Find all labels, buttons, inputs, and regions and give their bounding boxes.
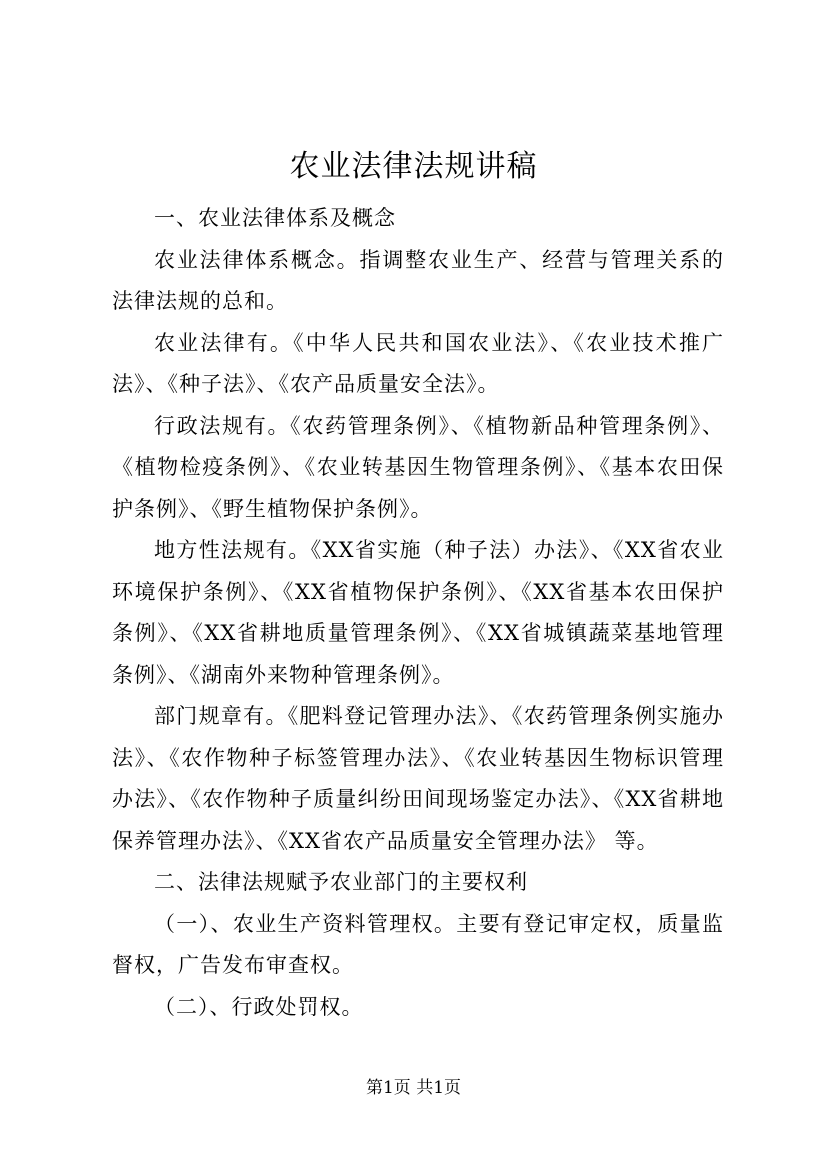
section-heading-2: 二、法律法规赋予农业部门的主要权利 — [154, 870, 528, 894]
page-footer: 第1页 共1页 — [365, 1078, 462, 1098]
paragraph-production-materials-right: （一）、农业生产资料管理权。主要有登记审定权，质量监督权，广告发布审查权。 — [112, 911, 724, 977]
document-title: 农业法律法规讲稿 — [289, 149, 538, 184]
document-body — [112, 198, 724, 1028]
paragraph-legal-system-concept: 农业法律体系概念。指调整农业生产、经营与管理关系的法律法规的总和。 — [112, 247, 724, 313]
paragraph-department-rules: 部门规章有。《肥料登记管理办法》、《农药管理条例实施办法》、《农作物种子标签管理办法》、《农业转基因生物标识管理办法》、《农作物种子质量纠纷田间现场鉴定办法》、《XX省耕地保养管理办法》、《XX省农产品质量安全管理办法》 等。 — [112, 704, 724, 853]
paragraph-administrative-regulations: 行政法规有。《农药管理条例》、《植物新品种管理条例》、《植物检疫条例》、《农业转基因生物管理条例》、《基本农田保护条例》、《野生植物保护条例》。 — [112, 413, 724, 521]
paragraph-laws: 农业法律有。《中华人民共和国农业法》、《农业技术推广法》、《种子法》、《农产品质量安全法》。 — [112, 330, 724, 396]
paragraph-local-regulations: 地方性法规有。《XX省实施（种子法）办法》、《XX省农业环境保护条例》、《XX省植物保护条例》、《XX省基本农田保护条例》、《XX省耕地质量管理条例》、《XX省城镇蔬菜基地管理条例》、《湖南外来物种管理条例》。 — [112, 538, 724, 687]
paragraph-administrative-penalty: （二）、行政处罚权。 — [154, 994, 364, 1019]
section-heading-1: 一、农业法律体系及概念 — [154, 206, 396, 230]
